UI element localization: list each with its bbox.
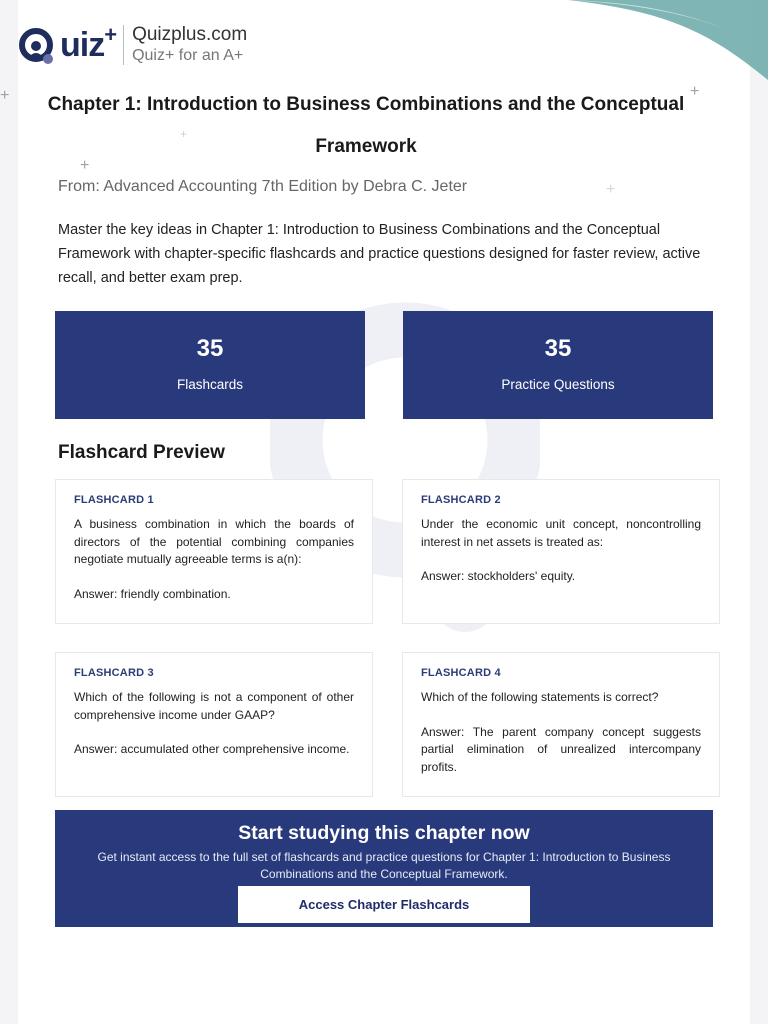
flashcard-question: Under the economic unit concept, noncontrolling interest in net assets is treated as:: [421, 517, 701, 549]
brand-text: [132, 24, 247, 66]
plus-decoration-icon: +: [690, 83, 700, 100]
flashcard-answer: Answer: stockholders' equity.: [421, 569, 576, 583]
plus-decoration-icon: +: [180, 127, 188, 141]
stat-label: Flashcards: [176, 377, 244, 392]
flashcard-2[interactable]: [402, 479, 720, 624]
corner-decoration: [568, 0, 768, 80]
flashcard-title: FLASHCARD 3: [74, 667, 154, 679]
flashcard-4[interactable]: [402, 652, 720, 797]
access-flashcards-button[interactable]: Access Chapter Flashcards: [238, 886, 530, 923]
intro-paragraph: Master the key ideas in Chapter 1: Introduction to Business Combinations and the Conceptual Framework with chapter-specific flashcards and practice questions designed for faster review, active recall, and better exam prep.: [58, 222, 701, 286]
source-line: From: Advanced Accounting 7th Edition by Debra C. Jeter: [58, 178, 468, 195]
quizplus-logo-icon: [18, 25, 58, 65]
plus-decoration-icon: +: [0, 87, 10, 104]
logo-plus: +: [104, 22, 118, 47]
cta-text: Get instant access to the full set of flashcards and practice questions for Chapter 1: Introduction to Business Combinations and the Conceptual Framework.: [97, 850, 671, 881]
cta-heading: Start studying this chapter now: [238, 822, 530, 844]
flashcard-title: FLASHCARD 2: [421, 494, 501, 506]
flashcards-stat[interactable]: [55, 311, 365, 419]
plus-decoration-icon: +: [80, 157, 90, 174]
site-name: Quizplus.com: [132, 24, 248, 45]
logo-wordmark: uiz: [60, 25, 105, 64]
flashcard-preview-heading: Flashcard Preview: [58, 442, 225, 463]
stat-number: 35: [544, 335, 572, 362]
brand-header[interactable]: [18, 24, 247, 66]
flashcard-question: Which of the following statements is correct?: [421, 690, 659, 704]
flashcard-1[interactable]: [55, 479, 373, 624]
flashcard-answer: Answer: accumulated other comprehensive income.: [74, 742, 350, 756]
brand-divider: [123, 25, 124, 65]
plus-decoration-icon: +: [606, 181, 616, 198]
cta-banner: [55, 810, 713, 927]
flashcard-title: FLASHCARD 4: [421, 667, 501, 679]
stat-number: 35: [196, 335, 224, 362]
flashcard-title: FLASHCARD 1: [74, 494, 154, 506]
flashcard-question: Which of the following is not a component of other comprehensive income under GAAP?: [74, 690, 354, 722]
site-tagline: Quiz+ for an A+: [132, 47, 244, 64]
practice-questions-stat[interactable]: [403, 311, 713, 419]
page-title: Chapter 1: Introduction to Business Combinations and the Conceptual Framework: [47, 94, 685, 157]
flashcard-question: A business combination in which the boards of directors of the potential combining companies negotiate mutually agreeable terms is a(n):: [74, 517, 354, 566]
flashcard-answer: Answer: The parent company concept suggests partial elimination of unrealized intercompany profits.: [421, 724, 701, 774]
flashcard-answer: Answer: friendly combination.: [74, 586, 231, 601]
flashcard-3[interactable]: [55, 652, 373, 797]
stat-label: Practice Questions: [501, 377, 615, 392]
